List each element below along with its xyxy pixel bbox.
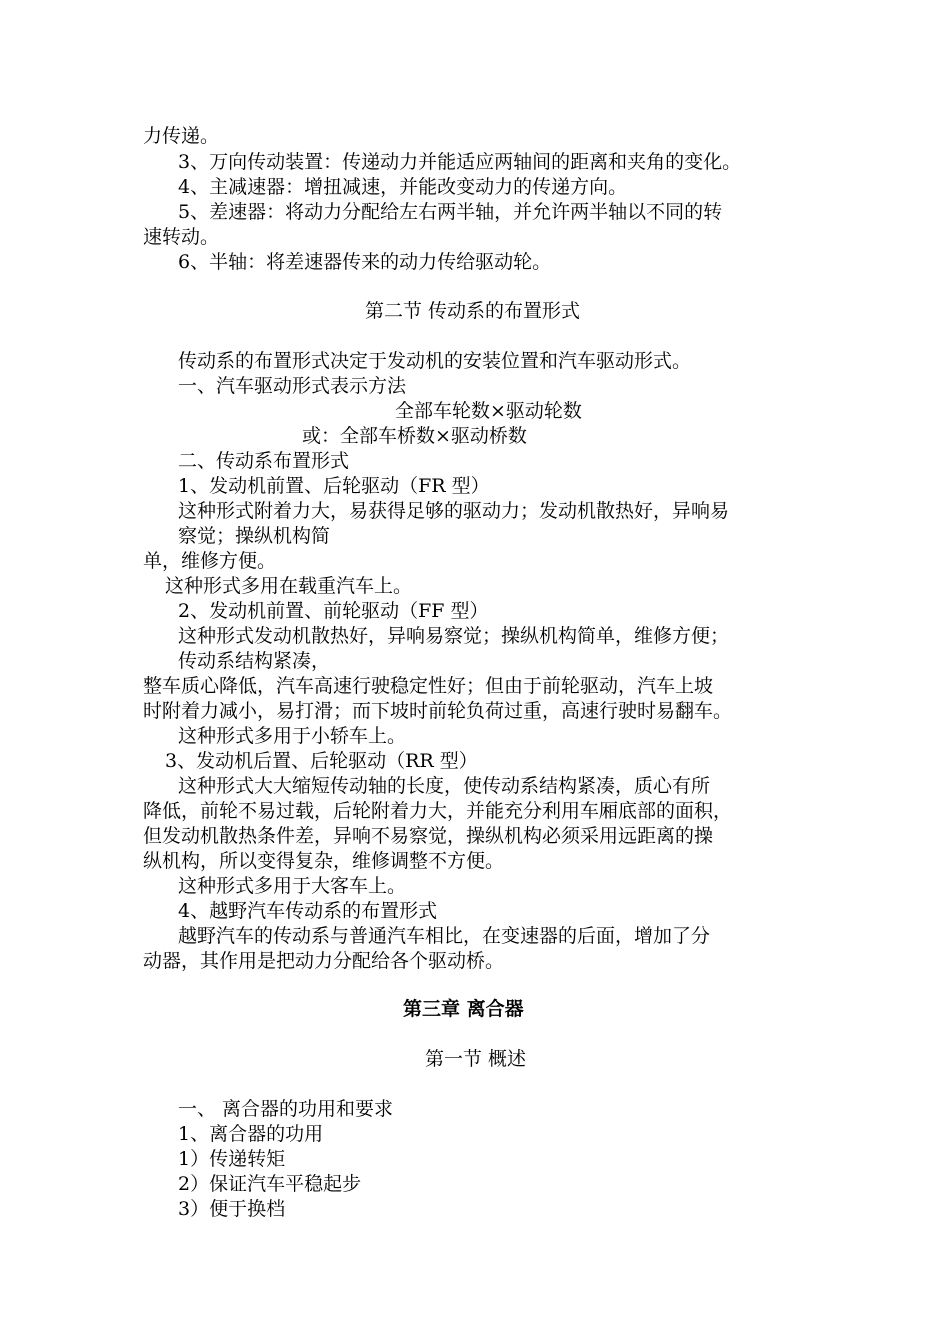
formula-line: 或：全部车桥数×驱动桥数: [302, 425, 527, 447]
text-line: 力传递。: [143, 125, 220, 147]
text-line: 3、万向传动装置：传递动力并能适应两轴间的距离和夹角的变化。: [178, 151, 742, 173]
text-line: 但发动机散热条件差，异响不易察觉，操纵机构必须采用远距离的操: [143, 825, 714, 847]
text-line: 一、汽车驱动形式表示方法: [178, 375, 407, 397]
text-line: 降低，前轮不易过载，后轮附着力大，并能充分利用车厢底部的面积，: [143, 800, 733, 822]
text-line: 1、离合器的功用: [178, 1123, 324, 1145]
text-line: 二、传动系布置形式: [178, 450, 350, 472]
text-line: 2、发动机前置、前轮驱动（FF 型）: [178, 600, 489, 622]
text-line: 这种形式多用在载重汽车上。: [165, 575, 413, 597]
text-line: 速转动。: [143, 226, 220, 248]
text-line: 2）保证汽车平稳起步: [178, 1173, 362, 1195]
chapter-title: 第三章 离合器: [403, 998, 524, 1020]
text-line: 1）传递转矩: [178, 1148, 286, 1170]
text-line: 5、差速器：将动力分配给左右两半轴，并允许两半轴以不同的转: [178, 201, 723, 223]
section-title: 第一节 概述: [425, 1048, 527, 1070]
text-line: 这种形式多用于小轿车上。: [178, 725, 407, 747]
formula-line: 全部车轮数×驱动轮数: [395, 400, 582, 422]
text-line: 纵机构，所以变得复杂，维修调整不方便。: [143, 850, 505, 872]
text-line: 这种形式大大缩短传动轴的长度，使传动系结构紧凑，质心有所: [178, 775, 711, 797]
section-title: 第二节 传动系的布置形式: [365, 300, 581, 322]
text-line: 传动系的布置形式决定于发动机的安装位置和汽车驱动形式。: [178, 350, 692, 372]
text-line: 3）便于换档: [178, 1198, 286, 1220]
text-line: 传动系结构紧凑，: [178, 650, 331, 672]
text-line: 察觉；操纵机构简: [178, 525, 331, 547]
text-line: 这种形式多用于大客车上。: [178, 875, 407, 897]
text-line: 越野汽车的传动系与普通汽车相比，在变速器的后面，增加了分: [178, 925, 711, 947]
text-line: 3、发动机后置、后轮驱动（RR 型）: [165, 750, 478, 772]
text-line: 这种形式附着力大，易获得足够的驱动力；发动机散热好，异响易: [178, 500, 730, 522]
text-line: 1、发动机前置、后轮驱动（FR 型）: [178, 475, 490, 497]
text-line: 6、半轴：将差速器传来的动力传给驱动轮。: [178, 251, 552, 273]
text-line: 时附着力减小，易打滑；而下坡时前轮负荷过重，高速行驶时易翻车。: [143, 700, 733, 722]
text-line: 这种形式发动机散热好，异响易察觉；操纵机构简单，维修方便；: [178, 625, 730, 647]
text-line: 一、 离合器的功用和要求: [178, 1098, 394, 1120]
text-line: 4、主减速器：增扭减速，并能改变动力的传递方向。: [178, 176, 628, 198]
text-line: 动器，其作用是把动力分配给各个驱动桥。: [143, 950, 505, 972]
text-line: 单，维修方便。: [143, 550, 277, 572]
text-line: 整车质心降低，汽车高速行驶稳定性好；但由于前轮驱动，汽车上坡: [143, 675, 714, 697]
text-line: 4、越野汽车传动系的布置形式: [178, 900, 438, 922]
